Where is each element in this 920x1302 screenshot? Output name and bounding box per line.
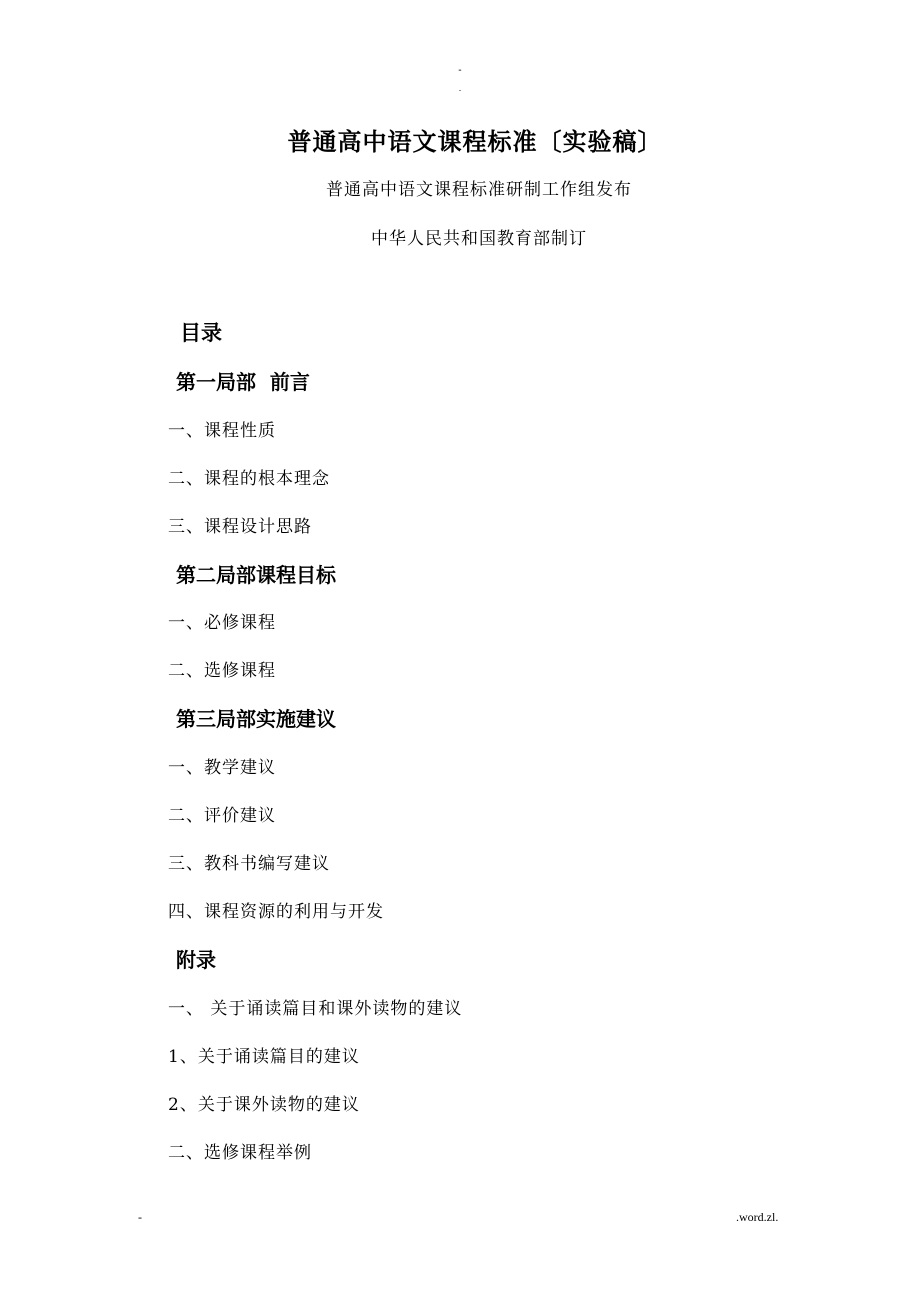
- toc-part1-heading: 第一局部 前言: [176, 370, 310, 394]
- footer-left-mark: -: [138, 1210, 142, 1224]
- toc-appendix-heading: 附录: [176, 948, 216, 972]
- toc-entry: 三、课程设计思路: [168, 517, 312, 537]
- toc-entry: 二、评价建议: [168, 806, 276, 826]
- header-mark-top: -: [458, 65, 462, 76]
- document-issuer: 中华人民共和国教育部制订: [371, 229, 587, 249]
- header-mark-bottom: .: [458, 84, 462, 93]
- footer-source: .word.zl.: [736, 1210, 779, 1224]
- toc-entry: 1、关于诵读篇目的建议: [168, 1047, 360, 1067]
- toc-entry: 三、教科书编写建议: [168, 854, 330, 874]
- toc-entry: 二、选修课程: [168, 661, 276, 681]
- toc-entry: 一、 关于诵读篇目和课外读物的建议: [168, 999, 463, 1019]
- toc-entry: 二、课程的根本理念: [168, 469, 330, 489]
- document-publisher: 普通高中语文课程标准研制工作组发布: [326, 180, 632, 200]
- toc-entry: 一、必修课程: [168, 613, 276, 633]
- toc-entry: 2、关于课外读物的建议: [168, 1095, 360, 1115]
- toc-entry: 二、选修课程举例: [168, 1143, 312, 1163]
- toc-entry: 一、教学建议: [168, 758, 276, 778]
- toc-part2-heading: 第二局部课程目标: [176, 563, 336, 587]
- toc-entry: 四、课程资源的利用与开发: [168, 902, 384, 922]
- toc-entry: 一、课程性质: [168, 421, 276, 441]
- toc-heading: 目录: [180, 320, 222, 345]
- document-title: 普通高中语文课程标准〔实验稿〕: [287, 127, 663, 156]
- toc-part3-heading: 第三局部实施建议: [176, 707, 336, 731]
